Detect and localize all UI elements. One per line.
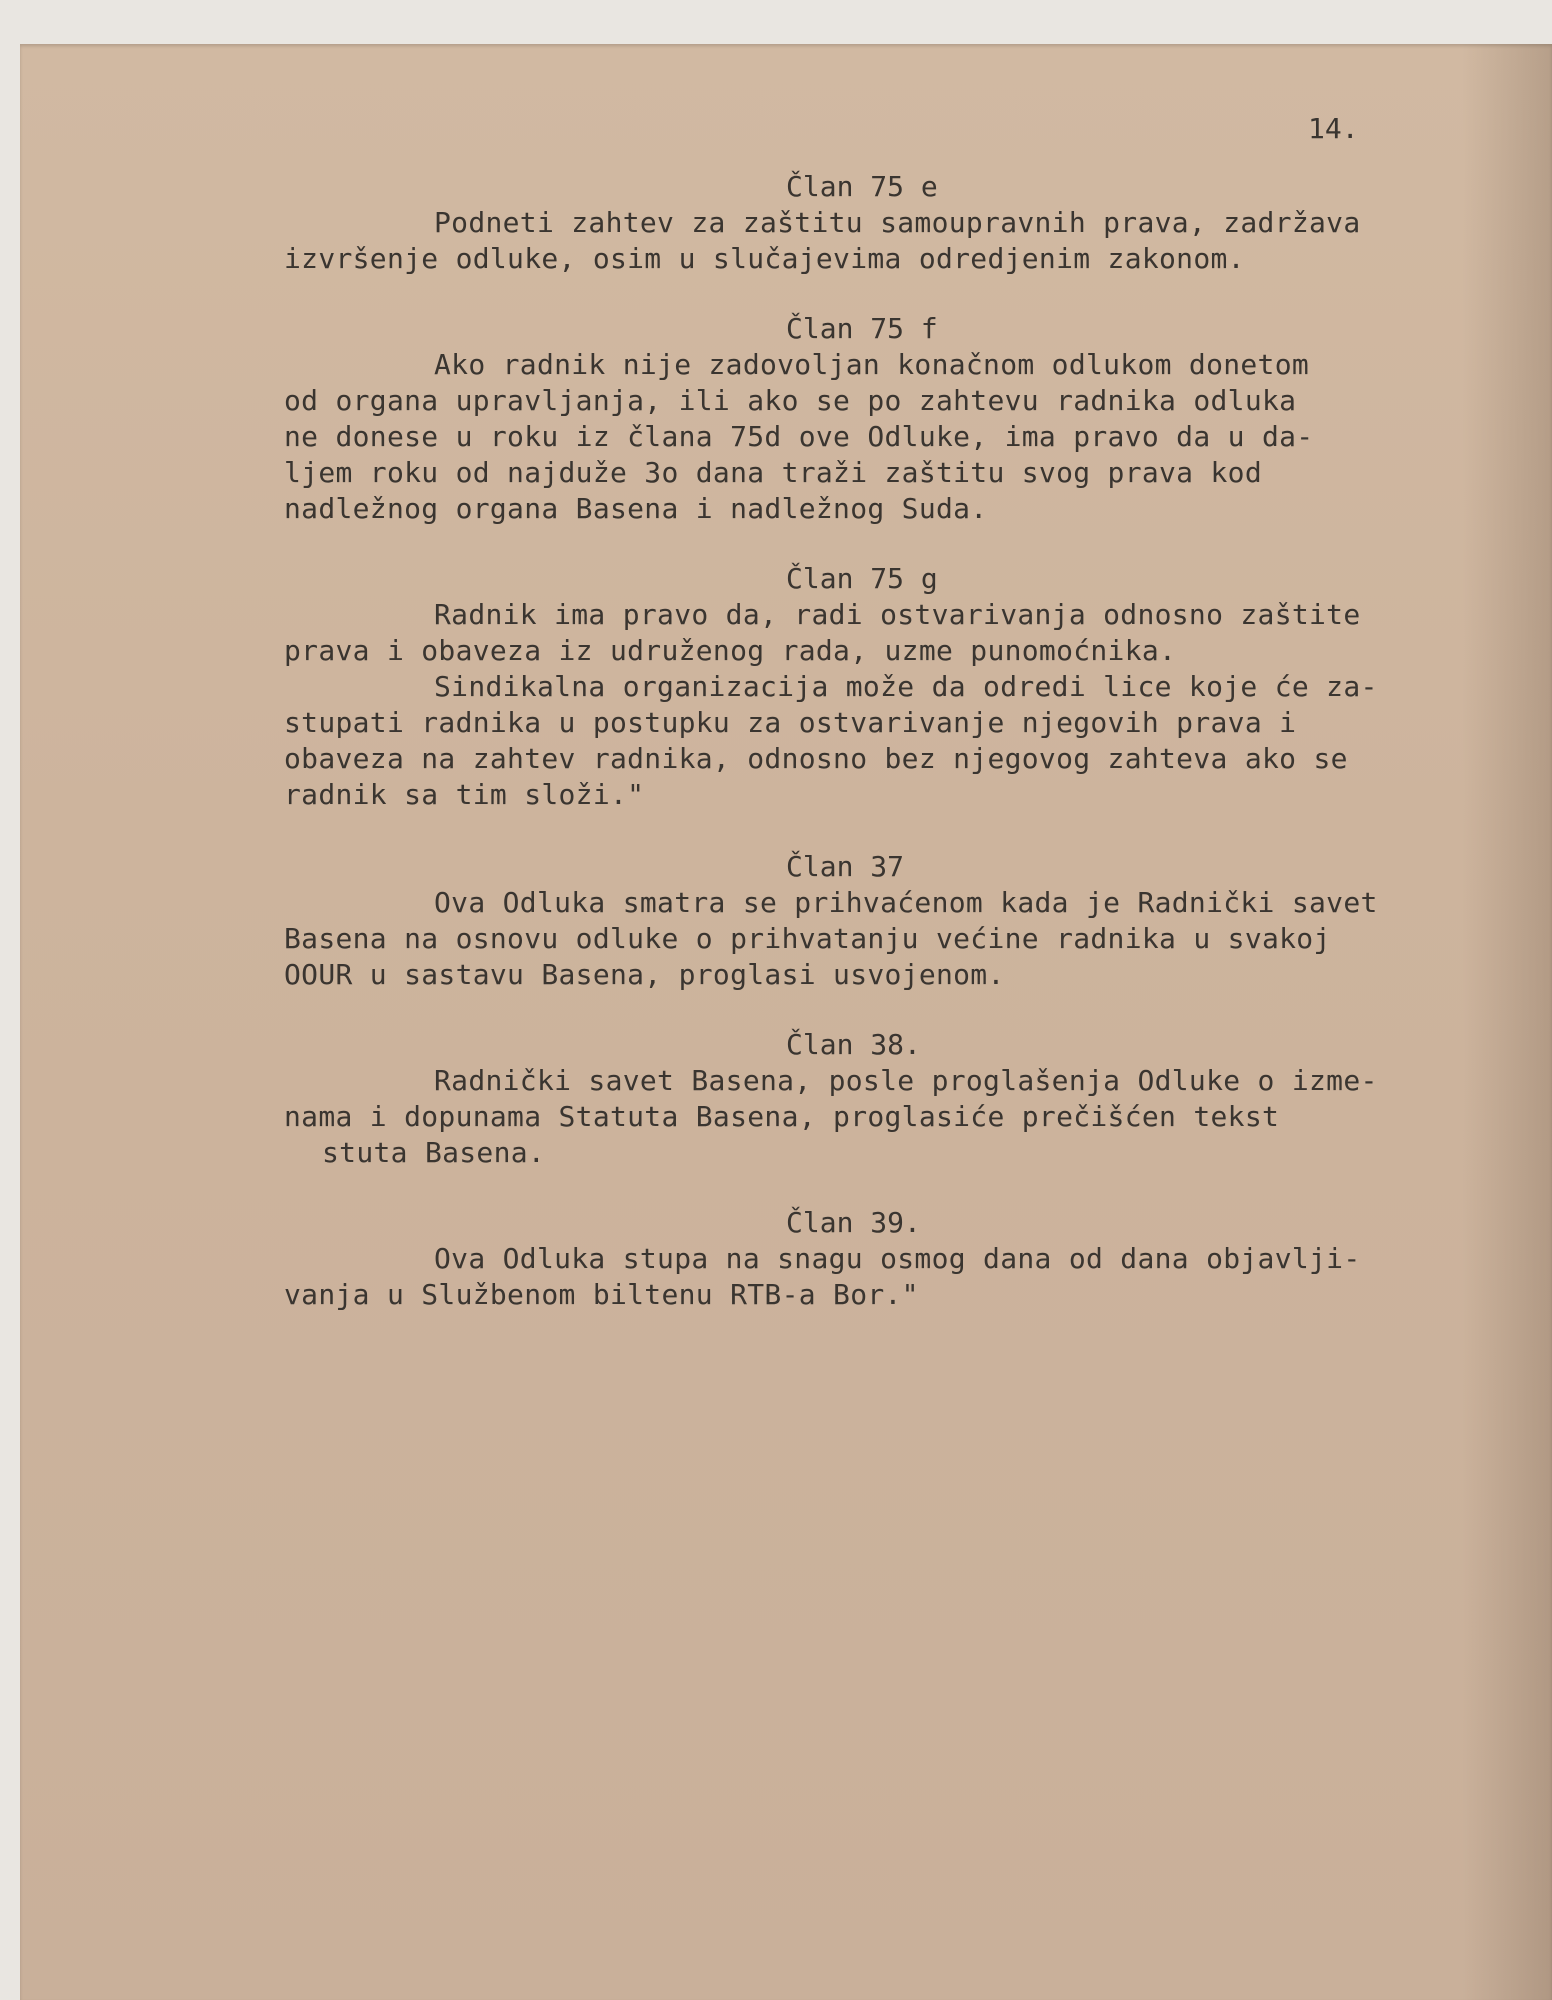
article-line: ne donese u roku iz člana 75d ove Odluke, ima pravo da u da- [284, 420, 1314, 453]
article-line: stupati radnika u postupku za ostvarivanje njegovih prava i [284, 706, 1297, 739]
article-heading: Član 75 e [786, 170, 938, 203]
article-heading: Član 75 f [786, 312, 938, 345]
article-line: radnik sa tim složi." [284, 778, 645, 811]
article-line: izvršenje odluke, osim u slučajevima odredjenim zakonom. [284, 242, 1245, 275]
article-heading: Član 37 [786, 850, 905, 883]
article-line: Sindikalna organizacija može da odredi lice koje će za- [434, 670, 1378, 703]
article-line: Ako radnik nije zadovoljan konačnom odlukom donetom [434, 348, 1310, 381]
article-heading: Član 38. [786, 1028, 921, 1061]
article-heading: Član 39. [786, 1206, 921, 1239]
article-line: Ova Odluka smatra se prihvaćenom kada je Radnički savet [434, 886, 1378, 919]
article-line: Radnik ima pravo da, radi ostvarivanja odnosno zaštite [434, 598, 1361, 631]
article-line: vanja u Službenom biltenu RTB-a Bor." [284, 1278, 919, 1311]
article-line: nama i dopunama Statuta Basena, proglasiće prečišćen tekst [284, 1100, 1280, 1133]
article-line: Radnički savet Basena, posle proglašenja Odluke o izme- [434, 1064, 1378, 1097]
article-line: Podneti zahtev za zaštitu samoupravnih prava, zadržava [434, 206, 1361, 239]
article-line: ljem roku od najduže 3o dana traži zaštitu svog prava kod [284, 456, 1262, 489]
article-line: od organa upravljanja, ili ako se po zahtevu radnika odluka [284, 384, 1297, 417]
article-line: prava i obaveza iz udruženog rada, uzme punomoćnika. [284, 634, 1177, 667]
article-line: OOUR u sastavu Basena, proglasi usvojenom. [284, 958, 1005, 991]
article-line: obaveza na zahtev radnika, odnosno bez njegovog zahteva ako se [284, 742, 1348, 775]
article-line: nadležnog organa Basena i nadležnog Suda. [284, 492, 988, 525]
page-number: 14. [1308, 112, 1359, 145]
article-line: Basena na osnovu odluke o prihvatanju većine radnika u svakoj [284, 922, 1331, 955]
article-line: Ova Odluka stupa na snagu osmog dana od dana objavlji- [434, 1242, 1361, 1275]
article-heading: Član 75 g [786, 562, 938, 595]
article-line: stuta Basena. [322, 1136, 546, 1169]
